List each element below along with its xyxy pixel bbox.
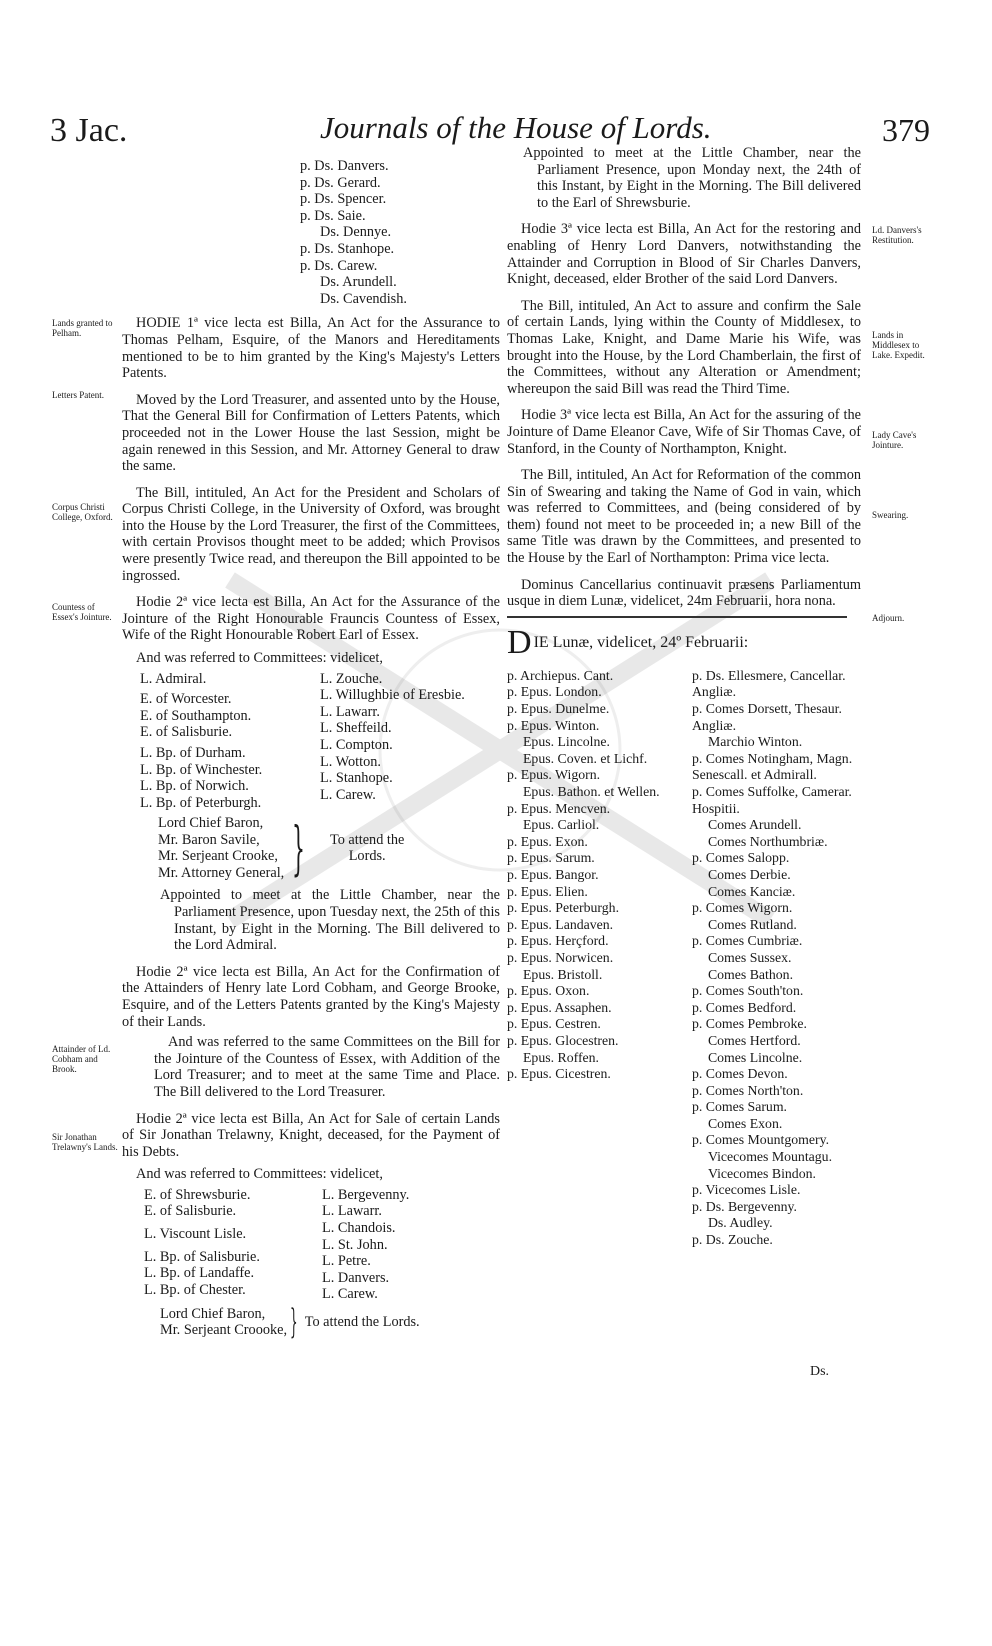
paragraph: And was referred to Committees: videlicet, bbox=[136, 650, 383, 667]
paragraph: Appointed to meet at the Little Chamber, near the Parliament Presence, upon Monday next, the 24th of this Instant, by Eight in the Morning. The Bill delivered to the Earl of Shrewsburie. bbox=[523, 145, 861, 211]
roster-item: p. Epus. Bangor. bbox=[507, 866, 599, 882]
list-item: L. Zouche. bbox=[320, 670, 383, 687]
list-item: Lord Chief Baron, bbox=[160, 1305, 266, 1322]
list-item: L. Bp. of Peterburgh. bbox=[140, 794, 262, 811]
roster-item: p. Ds. Ellesmere, Cancellar. Angliæ. bbox=[691, 667, 846, 700]
brace: } bbox=[292, 814, 306, 883]
left-column bbox=[122, 158, 500, 1345]
list-item: L. Willughbie of Eresbie. bbox=[320, 687, 465, 704]
list-item: L. Bp. of Landaffe. bbox=[144, 1265, 255, 1282]
roster-item: Epus. Carliol. bbox=[523, 817, 600, 833]
roster-item: p. Epus. Winton. bbox=[507, 717, 600, 733]
attend-names bbox=[158, 815, 284, 881]
roster-item: p. Epus. Landaven. bbox=[507, 916, 614, 932]
list-item: L. Sheffeild. bbox=[320, 720, 392, 737]
roster-item: Comes Sussex. bbox=[707, 949, 792, 965]
committee-list-1 bbox=[140, 671, 500, 812]
roster-item: p. Comes North'ton. bbox=[691, 1082, 804, 1098]
list-item: p. Ds. Gerard. bbox=[300, 174, 381, 191]
paragraph: Hodie 2ª vice lecta est Billa, An Act for the Assurance of the Jointure of the Right Honourable Frauncis Countess of Essex, Wife of the Right Honourable Robert Earl of Essex. bbox=[122, 594, 500, 644]
right-column bbox=[507, 145, 861, 1249]
section-rule bbox=[507, 616, 847, 618]
roster-item: Comes Arundell. bbox=[707, 817, 802, 833]
roster-item: Comes Derbie. bbox=[707, 866, 791, 882]
roster-item: p. Epus. Elien. bbox=[507, 883, 588, 899]
list-item: p. Ds. Spencer. bbox=[300, 191, 387, 208]
roster-item: p. Epus. Sarum. bbox=[507, 850, 595, 866]
roster-item: p. Epus. Cicestren. bbox=[507, 1066, 611, 1082]
committee-column bbox=[144, 1187, 322, 1303]
list-item: L. Compton. bbox=[320, 737, 393, 753]
paragraph: Moved by the Lord Treasurer, and assented unto by the House, That the General Bill for Confirmation of Letters Patents, which proceeded not in the Lower House the last Session, might be again renewed in this Session, and Mr. Attorney General to draw the same. bbox=[122, 391, 500, 475]
page-header bbox=[0, 98, 992, 148]
committee-column bbox=[140, 671, 320, 812]
attendance-roster bbox=[507, 668, 861, 1249]
margin-note: Adjourn. bbox=[872, 613, 905, 623]
list-item: L. Danvers. bbox=[322, 1269, 390, 1286]
list-item: p. Ds. Stanhope. bbox=[300, 240, 395, 257]
attendance-list-top bbox=[300, 158, 500, 307]
paragraph: And was referred to the same Committees on the Bill for the Jointure of the Countess of Essex, with Addition of the Lord Treasurer; and to meet at the same Time and Place. The Bill delivered to the Lord Treasurer. bbox=[154, 1034, 500, 1100]
paragraph: The Bill, intituled, An Act for the President and Scholars of Corpus Christi College, in the University of Oxford, was brought into the House by the Lord Treasurer, the first of the Committees, with certain Provisos thought meet to be added; which Provisos were presently Twice read, and thereupon the Bill appointed to be ingrossed. bbox=[122, 484, 500, 584]
roster-item: p. Ds. Zouche. bbox=[691, 1232, 773, 1248]
roster-item: Epus. Roffen. bbox=[523, 1049, 600, 1065]
roster-item: p. Ds. Bergevenny. bbox=[691, 1198, 797, 1214]
roster-item: Ds. Audley. bbox=[707, 1215, 773, 1231]
attend-names bbox=[160, 1306, 287, 1339]
roster-item: p. Epus. Peterburgh. bbox=[507, 900, 620, 916]
paragraph: The Bill, intituled, An Act for Reformation of the common Sin of Swearing and taking the Name of God in vain, which was referred to Committees, and (being considered of by them) found not meet to be proceeded in; a new Bill of the same Title was drawn by the Committees, and presented to the House by the Earl of Northampton: Prima vice lecta. bbox=[507, 467, 861, 567]
day-heading-text: IE Lunæ, videlicet, 24º Februarii: bbox=[533, 633, 749, 651]
list-item: Mr. Serjeant Crooke, bbox=[158, 848, 278, 865]
list-item: Mr. Baron Savile, bbox=[158, 831, 260, 848]
roster-item: p. Comes Devon. bbox=[691, 1066, 788, 1082]
roster-item: p. Comes Bedford. bbox=[691, 999, 797, 1015]
list-item: Lord Chief Baron, bbox=[158, 815, 264, 832]
list-item: E. of Salisburie. bbox=[140, 724, 233, 741]
drop-cap: D bbox=[507, 627, 532, 658]
list-item: E. of Shrewsburie. bbox=[144, 1186, 251, 1203]
roster-item: p. Epus. Norwicen. bbox=[507, 949, 614, 965]
roster-item: Epus. Lincolne. bbox=[523, 734, 610, 750]
committee-column bbox=[322, 1187, 500, 1303]
list-item: Mr. Serjeant Croooke, bbox=[160, 1322, 288, 1339]
list-item: L. Bergevenny. bbox=[322, 1186, 410, 1203]
margin-note: Lady Cave's Jointure. bbox=[872, 430, 917, 450]
roster-item: Comes Bathon. bbox=[707, 966, 794, 982]
roster-item: Comes Kanciæ. bbox=[707, 883, 796, 899]
roster-item: Marchio Winton. bbox=[707, 734, 803, 750]
roster-item: p. Epus. Dunelme. bbox=[507, 701, 610, 717]
roster-item: p. Comes Sarum. bbox=[691, 1099, 787, 1115]
list-item: Ds. Dennye. bbox=[320, 224, 392, 241]
roster-item: p. Epus. Mencven. bbox=[507, 800, 611, 816]
list-item: L. St. John. bbox=[322, 1236, 388, 1253]
list-item: L. Carew. bbox=[322, 1286, 378, 1303]
committee-list-2 bbox=[144, 1187, 500, 1303]
attend-label: To attend the Lords. bbox=[304, 1313, 420, 1330]
page-number: 379 bbox=[882, 112, 930, 148]
paragraph: Hodie 2ª vice lecta est Billa, An Act for the Confirmation of the Attainders of Henry late Lord Cobham, and George Brooke, Esquire, and of the Letters Patents granted by the King's Majesty of their Lands. bbox=[122, 963, 500, 1030]
list-item: p. Ds. Saie. bbox=[300, 207, 366, 224]
paragraph: Hodie 3ª vice lecta est Billa, An Act for the assuring of the Jointure of Dame Eleanor Cave, Wife of Sir Thomas Cave, of Stanford, in the County of Northampton, Knight. bbox=[507, 407, 861, 457]
roster-item: p. Epus. Herçford. bbox=[507, 933, 609, 949]
list-item: L. Lawarr. bbox=[322, 1203, 382, 1220]
list-item: L. Bp. of Chester. bbox=[144, 1281, 246, 1298]
paragraph: Appointed to meet at the Little Chamber, near the Parliament Presence, upon Tuesday next, the 25th of this Instant, by Eight in the Morning. The Bill delivered to the Lord Admiral. bbox=[160, 887, 500, 954]
roster-item: p. Epus. Assaphen. bbox=[507, 999, 612, 1015]
margin-note: Letters Patent. bbox=[52, 390, 104, 400]
roster-item: p. Comes Wigorn. bbox=[691, 900, 793, 916]
attend-block-2 bbox=[160, 1302, 500, 1343]
brace: } bbox=[290, 1302, 298, 1343]
paragraph: HODIE 1ª vice lecta est Billa, An Act for the Assurance to Thomas Pelham, Esquire, of the Manors and Hereditaments mentioned to be to him granted by the King's Majesty's Letters Patents. bbox=[122, 315, 500, 382]
attend-label: To attend the Lords. bbox=[329, 831, 405, 865]
list-item: L. Petre. bbox=[322, 1253, 371, 1270]
roster-item: p. Epus. London. bbox=[507, 684, 602, 700]
list-item: L. Chandois. bbox=[322, 1220, 396, 1237]
roster-item: Epus. Bathon. et Wellen. bbox=[523, 784, 660, 799]
list-item: L. Bp. of Norwich. bbox=[140, 778, 249, 795]
list-item: L. Lawarr. bbox=[320, 703, 380, 720]
margin-note: Swearing. bbox=[872, 510, 909, 520]
roster-item: p. Epus. Exon. bbox=[507, 833, 588, 849]
roster-item: p. Comes Pembroke. bbox=[691, 1016, 807, 1032]
roster-item: Epus. Bristoll. bbox=[523, 966, 603, 982]
roster-item: p. Comes Dorsett, Thesaur. Angliæ. bbox=[691, 701, 842, 733]
roster-item: p. Comes Suffolke, Camerar. Hospitii. bbox=[691, 784, 852, 816]
roster-item: p. Epus. Oxon. bbox=[507, 983, 590, 999]
roster-item: Comes Rutland. bbox=[707, 916, 797, 932]
list-item: E. of Worcester. bbox=[140, 691, 232, 708]
list-item: Ds. Cavendish. bbox=[320, 290, 407, 307]
roster-item: Comes Northumbriæ. bbox=[707, 833, 828, 849]
margin-note: Sir Jonathan Trelawny's Lands. bbox=[52, 1132, 118, 1152]
list-item: L. Carew. bbox=[320, 786, 376, 803]
list-item: L. Stanhope. bbox=[320, 770, 393, 787]
roster-item: p. Comes Mountgomery. bbox=[691, 1132, 830, 1148]
roster-item: p. Epus. Glocestren. bbox=[507, 1032, 619, 1048]
margin-note: Attainder of Ld. Cobham and Brook. bbox=[52, 1044, 111, 1074]
roster-item: p. Epus. Wigorn. bbox=[507, 767, 601, 783]
list-item: L. Viscount Lisle. bbox=[144, 1226, 247, 1243]
list-item: p. Ds. Carew. bbox=[300, 257, 378, 274]
list-item: E. of Southampton. bbox=[140, 707, 252, 724]
list-item: Ds. Arundell. bbox=[320, 274, 397, 291]
roster-item: Vicecomes Mountagu. bbox=[707, 1149, 833, 1165]
roster-item: Comes Exon. bbox=[707, 1115, 783, 1131]
margin-note: Lands in Middlesex to Lake. Expedit. bbox=[872, 330, 925, 360]
roster-item: p. Comes Cumbriæ. bbox=[691, 933, 803, 949]
margin-note: Ld. Danvers's Restitution. bbox=[872, 225, 922, 245]
list-item: L. Bp. of Winchester. bbox=[140, 761, 263, 778]
header-regnal-year: 3 Jac. bbox=[50, 112, 128, 149]
paragraph: Dominus Cancellarius continuavit præsens Parliamentum usque in diem Lunæ, videlicet, 24m Februarii, hora nona. bbox=[507, 576, 861, 610]
list-item: Mr. Attorney General, bbox=[158, 864, 285, 881]
catchword: Ds. bbox=[810, 1364, 830, 1379]
roster-item: p. Epus. Cestren. bbox=[507, 1016, 601, 1032]
list-item: L. Admiral. bbox=[140, 670, 207, 687]
roster-column-peers bbox=[692, 668, 861, 1249]
day-heading bbox=[507, 628, 861, 658]
list-item: L. Wotton. bbox=[320, 753, 381, 770]
roster-item: p. Comes Salopp. bbox=[691, 850, 790, 866]
margin-note: Corpus Christi College, Oxford. bbox=[52, 502, 113, 522]
list-item: L. Bp. of Durham. bbox=[140, 745, 246, 761]
committee-column bbox=[320, 671, 500, 812]
margin-note: Lands granted to Pelham. bbox=[52, 318, 113, 338]
roster-item: Comes Lincolne. bbox=[707, 1049, 803, 1065]
paragraph: Hodie 2ª vice lecta est Billa, An Act for Sale of certain Lands of Sir Jonathan Trelawny, Knight, deceased, for the Payment of his Debts. bbox=[122, 1110, 500, 1160]
paragraph: And was referred to Committees: videlicet, bbox=[136, 1166, 383, 1183]
roster-item: p. Comes Notingham, Magn. Senescall. et Admirall. bbox=[691, 750, 853, 783]
roster-item: p. Comes South'ton. bbox=[691, 983, 804, 999]
roster-item: Comes Hertford. bbox=[707, 1032, 801, 1048]
roster-item: p. Vicecomes Lisle. bbox=[691, 1182, 801, 1198]
attend-block-1 bbox=[158, 815, 500, 881]
roster-item: Vicecomes Bindon. bbox=[707, 1165, 816, 1181]
list-item: p. Ds. Danvers. bbox=[300, 158, 389, 174]
margin-note: Countess of Essex's Jointure. bbox=[52, 602, 112, 622]
list-item: E. of Salisburie. bbox=[144, 1203, 237, 1220]
roster-item: Epus. Coven. et Lichf. bbox=[523, 750, 648, 766]
roster-column-bishops bbox=[507, 668, 692, 1249]
header-title: Journals of the House of Lords. bbox=[320, 110, 712, 145]
list-item: L. Bp. of Salisburie. bbox=[144, 1248, 260, 1265]
roster-item: p. Archiepus. Cant. bbox=[507, 667, 614, 683]
paragraph: The Bill, intituled, An Act to assure and confirm the Sale of certain Lands, lying within the County of Middlesex, to Thomas Lake, Knight, and Dame Marie his Wife, was brought into the House, by the Lord Chamberlain, the first of the Committees, without any Alteration or Amendment; whereupon the said Bill was read the Third Time. bbox=[507, 297, 861, 397]
paragraph: Hodie 3ª vice lecta est Billa, An Act for the restoring and enabling of Henry Lord Danvers, notwithstanding the Attainder and Corruption in Blood of Sir Charles Danvers, Knight, deceased, elder Brother of the said Lord Danvers. bbox=[507, 221, 861, 288]
